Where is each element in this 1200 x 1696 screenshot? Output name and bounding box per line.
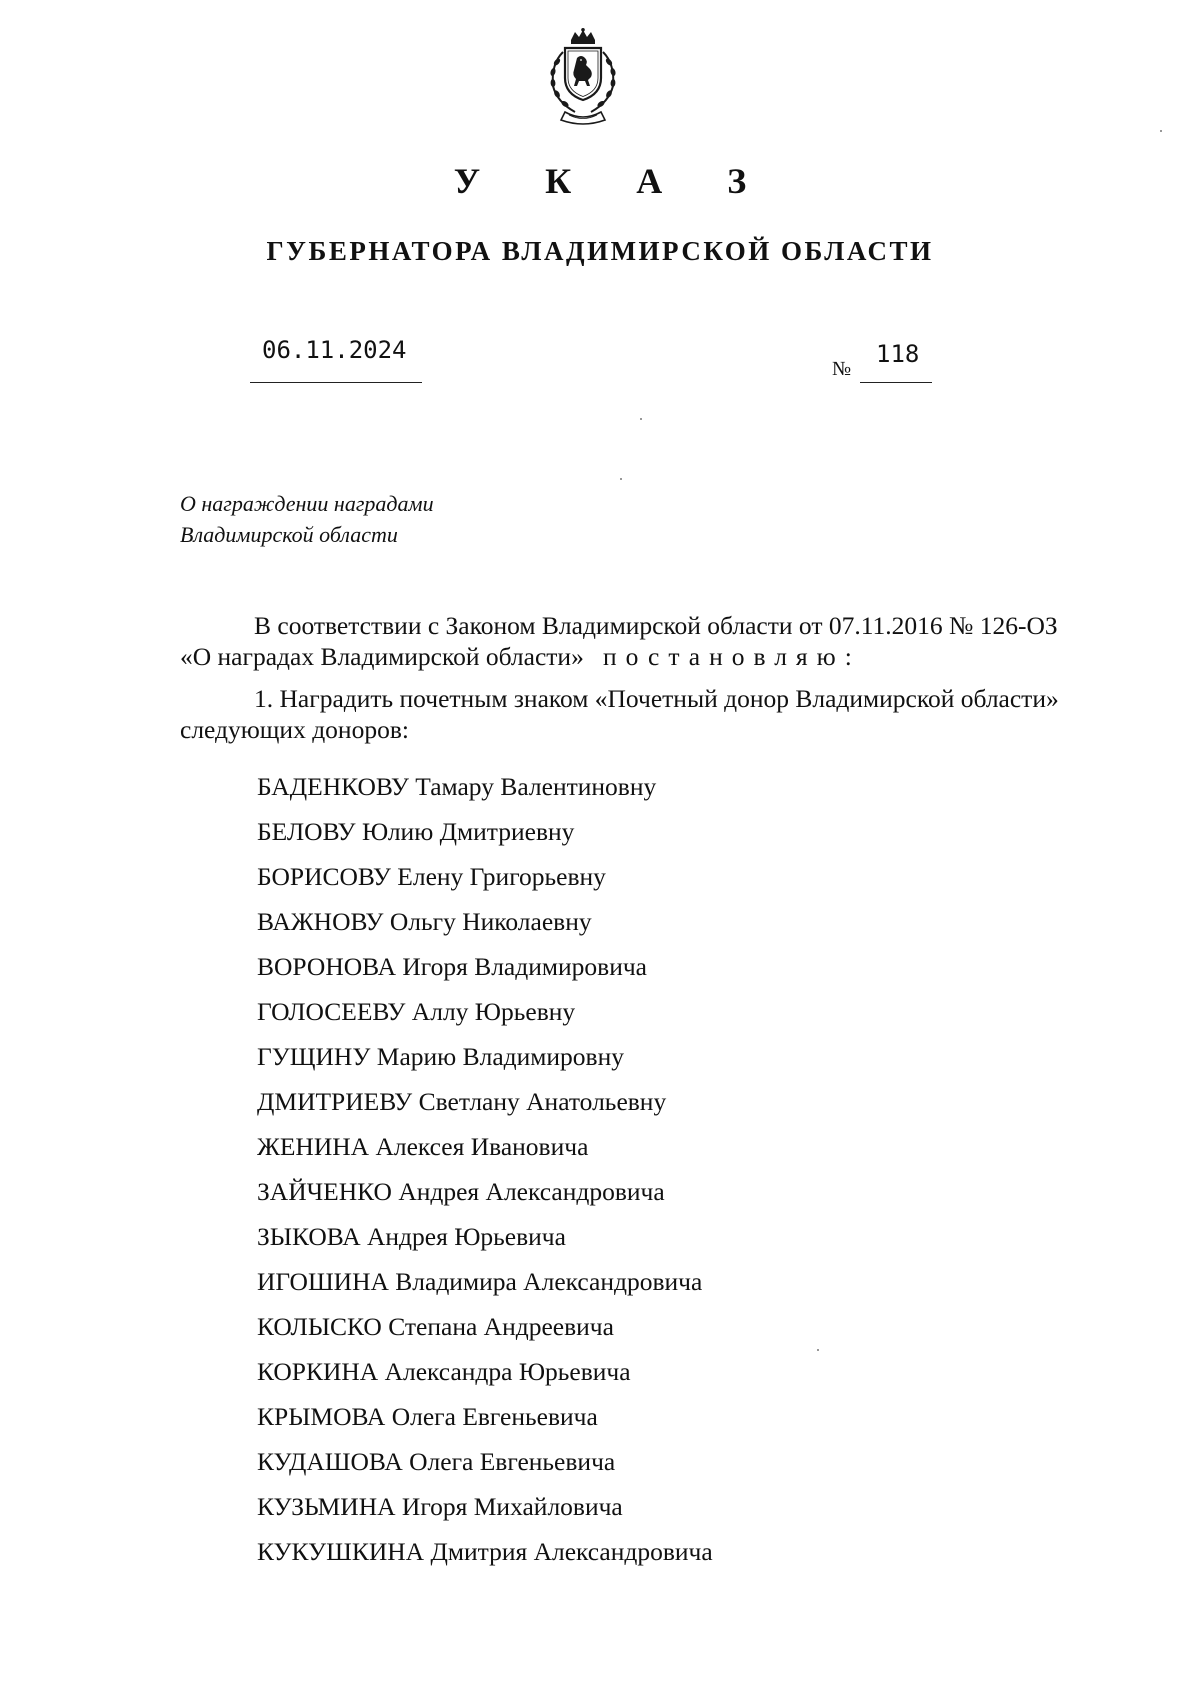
list-item: ВОРОНОВА Игоря Владимировича [257,952,647,981]
document-subtitle: ГУБЕРНАТОРА ВЛАДИМИРСКОЙ ОБЛАСТИ [266,236,934,266]
list-item: КОРКИНА Александра Юрьевича [257,1357,631,1386]
subject-line: Владимирской области [180,522,398,547]
body-paragraph [180,610,1160,672]
scan-speck [640,418,642,420]
number-value: 118 [876,340,920,368]
number-sign: № [832,358,852,380]
scan-speck [817,1349,819,1351]
list-item: ВАЖНОВУ Ольгу Николаевну [257,907,592,936]
list-item: ГУЩИНУ Марию Владимировну [257,1042,624,1071]
coat-of-arms-icon [535,28,631,128]
law-title: «О наградах Владимирской области» [180,642,584,671]
list-item: КРЫМОВА Олега Евгеньевича [257,1402,598,1431]
list-item: КУЗЬМИНА Игоря Михайловича [257,1492,623,1521]
awardee-list [257,764,713,1574]
list-item: ЗАЙЧЕНКО Андрея Александровича [257,1177,665,1206]
list-item: ДМИТРИЕВУ Светлану Анатольевну [257,1087,667,1116]
body-line: следующих доноров: [180,715,409,744]
document-body [180,610,1160,745]
scan-speck [620,478,622,480]
body-line [180,642,861,671]
body-line: 1. Наградить почетным знаком «Почетный донор Владимирской области» [254,684,1059,713]
list-item: БАДЕНКОВУ Тамару Валентиновну [257,772,657,801]
document-subject [180,488,434,550]
list-item: ЗЫКОВА Андрея Юрьевича [257,1222,566,1251]
list-item: ГОЛОСЕЕВУ Аллу Юрьевну [257,997,576,1026]
subject-line: О награждении наградами [180,491,434,516]
list-item: КУДАШОВА Олега Евгеньевича [257,1447,616,1476]
number-underline [860,340,932,383]
body-line: В соответствии с Законом Владимирской области от 07.11.2016 № 126-ОЗ [254,611,1058,640]
document-title: У К А З [453,161,775,201]
list-item: КОЛЫСКО Степана Андреевича [257,1312,614,1341]
list-item: БОРИСОВУ Елену Григорьевну [257,862,606,891]
list-item: КУКУШКИНА Дмитрия Александровича [257,1537,713,1566]
date-field [250,336,422,383]
scan-speck [1160,130,1162,132]
list-item: ИГОШИНА Владимира Александровича [257,1267,703,1296]
decree-word: постановляю: [602,642,861,671]
body-paragraph [180,683,1160,745]
date-value: 06.11.2024 [262,336,407,364]
list-item: ЖЕНИНА Алексея Ивановича [257,1132,589,1161]
list-item: БЕЛОВУ Юлию Дмитриевну [257,817,575,846]
